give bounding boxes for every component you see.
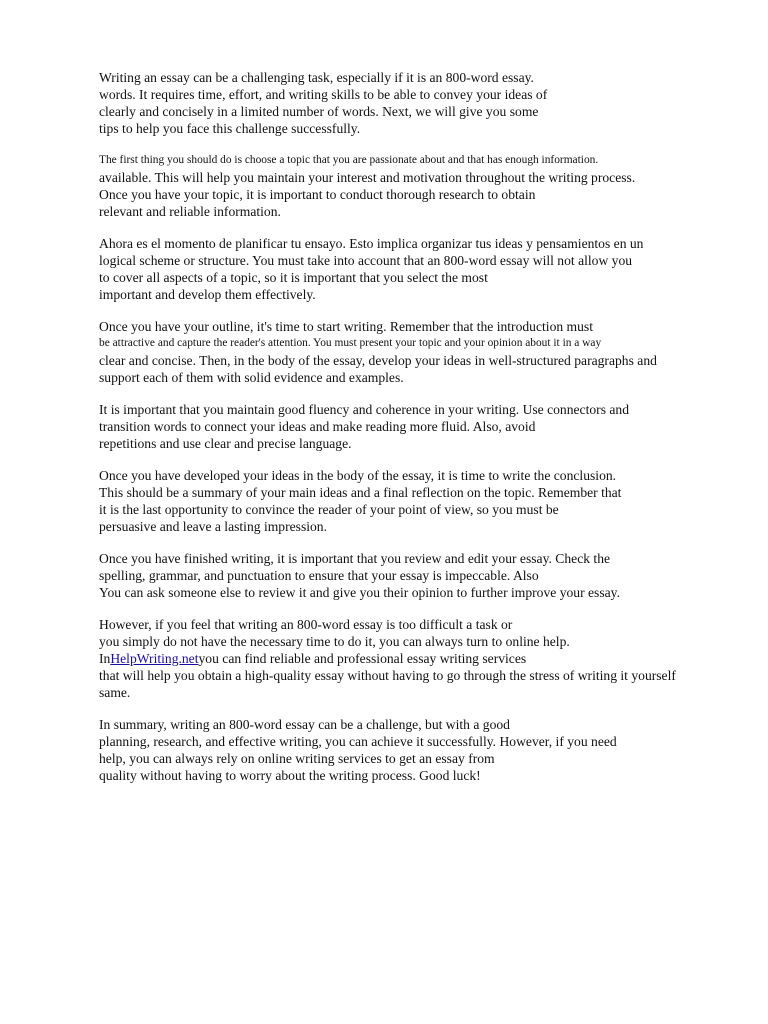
text-line: Once you have your topic, it is important to conduct thorough research to obtain xyxy=(99,187,536,202)
paragraph-coherence xyxy=(99,401,739,452)
text-line: repetitions and use clear and precise language. xyxy=(99,436,352,451)
text-line: persuasive and leave a lasting impression. xyxy=(99,519,328,534)
text-line: This should be a summary of your main ideas and a final reflection on the topic. Remember that xyxy=(99,485,622,500)
paragraph-intro xyxy=(99,69,739,137)
text-line: important and develop them effectively. xyxy=(99,287,316,302)
text-line: you simply do not have the necessary time to do it, you can always turn to online help. xyxy=(99,634,570,649)
text-line: tips to help you face this challenge successfully. xyxy=(99,121,361,136)
document-body xyxy=(99,69,739,799)
text-line: available. This will help you maintain your interest and motivation throughout the writing process. xyxy=(99,170,636,185)
text-line: Ahora es el momento de planificar tu ensayo. Esto implica organizar tus ideas y pensamientos en un xyxy=(99,236,644,251)
paragraph-summary xyxy=(99,716,739,784)
paragraph-help xyxy=(99,616,739,701)
link-prefix: In xyxy=(99,651,111,666)
text-line: clearly and concisely in a limited number of words. Next, we will give you some xyxy=(99,104,539,119)
text-line: Once you have finished writing, it is important that you review and edit your essay. Check the xyxy=(99,551,611,566)
text-line: be attractive and capture the reader's attention. You must present your topic and your opinion about it in a way xyxy=(99,337,602,349)
text-line: logical scheme or structure. You must take into account that an 800-word essay will not allow you xyxy=(99,253,633,268)
text-line: The first thing you should do is choose a topic that you are passionate about and that has enough information. xyxy=(99,154,599,166)
text-line: to cover all aspects of a topic, so it is important that you select the most xyxy=(99,270,488,285)
text-line-with-link xyxy=(99,650,739,667)
paragraph-planning xyxy=(99,235,739,303)
paragraph-topic xyxy=(99,152,739,220)
text-line: In summary, writing an 800-word essay can be a challenge, but with a good xyxy=(99,717,510,732)
text-line: quality without having to worry about the writing process. Good luck! xyxy=(99,768,481,783)
paragraph-conclusion xyxy=(99,467,739,535)
text-line: Once you have your outline, it's time to start writing. Remember that the introduction must xyxy=(99,319,593,334)
text-line: planning, research, and effective writing, you can achieve it successfully. However, if you need xyxy=(99,734,617,749)
text-line: transition words to connect your ideas and make reading more fluid. Also, avoid xyxy=(99,419,536,434)
paragraph-review xyxy=(99,550,739,601)
text-line: words. It requires time, effort, and writing skills to be able to convey your ideas of xyxy=(99,87,548,102)
text-line: clear and concise. Then, in the body of the essay, develop your ideas in well-structured paragraphs and xyxy=(99,353,657,368)
text-line: that will help you obtain a high-quality essay without having to go through the stress of writing it yourself xyxy=(99,668,676,683)
text-line: It is important that you maintain good fluency and coherence in your writing. Use connectors and xyxy=(99,402,630,417)
text-line: help, you can always rely on online writing services to get an essay from xyxy=(99,751,495,766)
link-suffix: you can find reliable and professional essay writing services xyxy=(198,651,527,666)
text-line: support each of them with solid evidence and examples. xyxy=(99,370,404,385)
text-line: same. xyxy=(99,685,131,700)
text-line: it is the last opportunity to convince the reader of your point of view, so you must be xyxy=(99,502,559,517)
text-line: However, if you feel that writing an 800-word essay is too difficult a task or xyxy=(99,617,513,632)
text-line: Writing an essay can be a challenging task, especially if it is an 800-word essay. xyxy=(99,70,534,85)
helpwriting-link[interactable]: HelpWriting.net xyxy=(110,651,199,666)
paragraph-writing xyxy=(99,318,739,386)
text-line: Once you have developed your ideas in the body of the essay, it is time to write the conclusion. xyxy=(99,468,617,483)
text-line: spelling, grammar, and punctuation to ensure that your essay is impeccable. Also xyxy=(99,568,539,583)
text-line: relevant and reliable information. xyxy=(99,204,281,219)
text-line: You can ask someone else to review it and give you their opinion to further improve your essay. xyxy=(99,585,620,600)
